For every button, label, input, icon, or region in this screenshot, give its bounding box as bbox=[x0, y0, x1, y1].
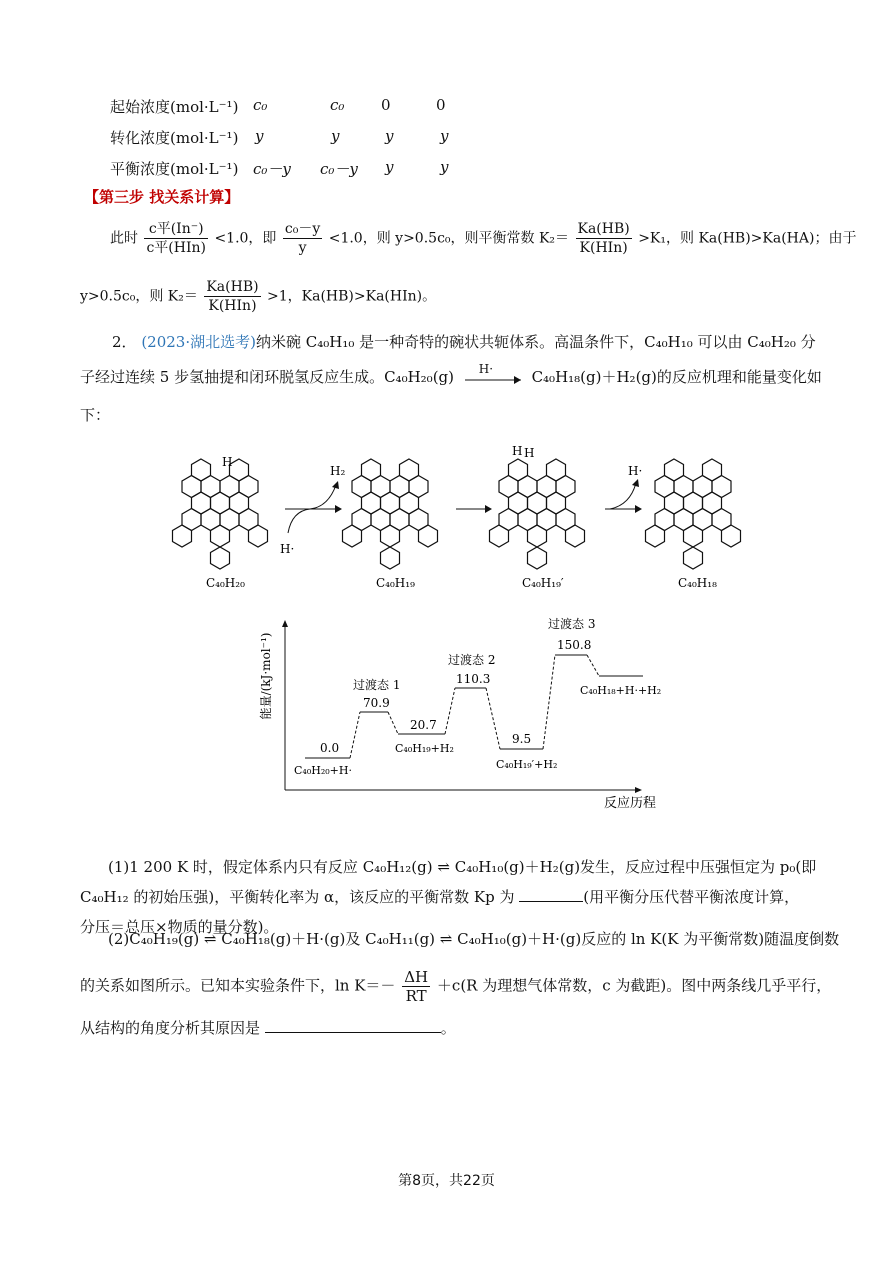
step3-line1 bbox=[110, 220, 856, 257]
table-cell: y bbox=[331, 127, 340, 145]
row-label: 起始浓度(mol·L⁻¹) bbox=[110, 98, 239, 116]
level-label: C₄₀H₂₀+H· bbox=[294, 764, 352, 777]
h-atom-label: H bbox=[222, 455, 233, 469]
h-atom-label: H bbox=[512, 444, 523, 458]
molecule-c40h19 bbox=[343, 459, 438, 569]
level-value: 70.9 bbox=[363, 696, 390, 710]
reagent-h2: H₂ bbox=[330, 464, 346, 478]
level-label: 过渡态 2 bbox=[448, 653, 496, 667]
text: C₄₀H₁₂ 的初始压强)，平衡转化率为 α，该反应的平衡常数 Kp 为 bbox=[80, 888, 515, 906]
numerator: Ka(HB) bbox=[206, 279, 259, 295]
y-axis-label: 能量/(kJ·mol⁻¹) bbox=[259, 632, 273, 720]
label-c40h19: C₄₀H₁₉ bbox=[376, 576, 415, 590]
table-cell: y bbox=[385, 127, 394, 145]
level-value: 150.8 bbox=[557, 638, 592, 652]
text: y>0.5c₀，则 K₂＝ bbox=[80, 288, 198, 305]
table-cell: c₀－y bbox=[320, 160, 358, 178]
h-atom-label: H bbox=[524, 446, 535, 460]
table-cell: y bbox=[440, 127, 449, 145]
level-value: 0.0 bbox=[320, 741, 340, 755]
text: 子经过连续 5 步氢抽提和闭环脱氢反应生成。C₄₀H₂₀(g) bbox=[80, 368, 454, 386]
fraction-k2 bbox=[576, 220, 632, 257]
q2-line2 bbox=[80, 362, 822, 388]
text: C₄₀H₁₈(g)＋H₂(g)的反应机理和能量变化如 bbox=[531, 368, 822, 386]
step3-title: 【第三步 找关系计算】 bbox=[84, 188, 240, 206]
table-cell: c₀ bbox=[330, 96, 345, 114]
question-number: 2． bbox=[112, 333, 137, 351]
table-cell: 0 bbox=[436, 96, 446, 114]
text: >1，Ka(HB)>Ka(HIn)。 bbox=[267, 288, 437, 305]
sub1-line2 bbox=[80, 886, 799, 908]
level-value: 9.5 bbox=[512, 732, 532, 746]
arrow-icon bbox=[459, 372, 527, 388]
table-cell: y bbox=[440, 158, 449, 176]
text: 此时 bbox=[110, 230, 138, 247]
x-axis-label: 反应历程 bbox=[603, 796, 657, 811]
level-value: 110.3 bbox=[456, 672, 491, 686]
sub2-line3 bbox=[80, 1017, 456, 1039]
table-row-equilibrium bbox=[110, 158, 238, 179]
label-c40h18: C₄₀H₁₈ bbox=[678, 576, 717, 590]
table-cell: y bbox=[255, 127, 264, 145]
molecule-c40h19-prime bbox=[490, 459, 585, 569]
sub2-line1: (2)C₄₀H₁₉(g) ⇌ C₄₀H₁₈(g)＋H·(g)及 C₄₀H₁₁(g) ⇌ C₄₀H₁₀(g)＋H·(g)反应的 ln K(K 为平衡常数)随温度倒数 bbox=[108, 930, 840, 948]
sub1-line3: 分压＝总压×物质的量分数)。 bbox=[80, 918, 279, 936]
label-c40h20: C₄₀H₂₀ bbox=[206, 576, 245, 590]
numerator: c平(In⁻) bbox=[144, 220, 208, 239]
denominator: RT bbox=[405, 987, 427, 1005]
question-source[interactable]: (2023·湖北选考) bbox=[141, 333, 256, 351]
row-label: 平衡浓度(mol·L⁻¹) bbox=[110, 160, 239, 178]
page-footer: 第8页，共22页 bbox=[398, 1173, 495, 1189]
sub2-line2 bbox=[80, 968, 831, 1005]
fraction-k2b bbox=[204, 278, 260, 315]
reaction-arrow bbox=[459, 362, 527, 386]
q2-line1 bbox=[112, 331, 816, 353]
text: (用平衡分压代替平衡浓度计算， bbox=[583, 888, 800, 906]
molecule-c40h18 bbox=[646, 459, 741, 569]
text: 的关系如图所示。已知本实验条件下，ln K＝－ bbox=[80, 976, 396, 995]
fraction-ratio bbox=[144, 220, 208, 257]
mechanism-figure bbox=[160, 435, 760, 595]
q2-line3: 下： bbox=[80, 406, 111, 424]
level-label: 过渡态 1 bbox=[353, 678, 401, 692]
text: >K₁，则 Ka(HB)>Ka(HA)；由于 bbox=[638, 230, 857, 247]
fraction-conc bbox=[283, 220, 322, 257]
energy-diagram bbox=[250, 612, 670, 812]
text: 从结构的角度分析其原因是 bbox=[80, 1019, 261, 1037]
sub1-line1: (1)1 200 K 时，假定体系内只有反应 C₄₀H₁₂(g) ⇌ C₄₀H₁₀(g)＋H₂(g)发生，反应过程中压强恒定为 p₀(即 bbox=[108, 858, 817, 876]
table-cell: y bbox=[385, 158, 394, 176]
level-label: C₄₀H₁₉′+H₂ bbox=[496, 758, 558, 771]
denominator: K(HIn) bbox=[208, 298, 257, 314]
table-row-change bbox=[110, 127, 238, 148]
text: ＋c(R 为理想气体常数，c 为截距)。图中两条线几乎平行， bbox=[436, 976, 832, 995]
answer-blank[interactable] bbox=[519, 887, 583, 902]
text: 。 bbox=[440, 1019, 456, 1037]
fraction-dh-rt bbox=[402, 968, 430, 1005]
molecule-c40h20 bbox=[173, 459, 268, 569]
step1-arrow bbox=[280, 464, 345, 556]
text: <1.0，即 bbox=[214, 230, 277, 247]
level-label: C₄₀H₁₉+H₂ bbox=[395, 742, 454, 755]
level-label: 过渡态 3 bbox=[548, 617, 596, 631]
level-value: 20.7 bbox=[410, 718, 437, 732]
denominator: y bbox=[298, 240, 307, 256]
table-cell: c₀－y bbox=[253, 160, 291, 178]
numerator: c₀－y bbox=[284, 221, 321, 237]
denominator: c平(HIn) bbox=[146, 240, 206, 256]
answer-blank[interactable] bbox=[265, 1018, 441, 1033]
numerator: ΔH bbox=[404, 968, 429, 986]
text: <1.0，则 y>0.5c₀，则平衡常数 K₂＝ bbox=[328, 230, 570, 247]
denominator: K(HIn) bbox=[579, 240, 628, 256]
step3-arrow bbox=[605, 464, 642, 513]
table-row-initial bbox=[110, 96, 238, 117]
step2-arrow bbox=[456, 505, 492, 513]
arrow-label: H· bbox=[478, 362, 494, 376]
step3-line2 bbox=[80, 278, 436, 315]
numerator: Ka(HB) bbox=[577, 221, 630, 237]
reagent-h-radical: H· bbox=[280, 542, 295, 556]
row-label: 转化浓度(mol·L⁻¹) bbox=[110, 129, 239, 147]
text: 纳米碗 C₄₀H₁₀ 是一种奇特的碗状共轭体系。高温条件下，C₄₀H₁₀ 可以由 C₄₀H₂₀ 分 bbox=[255, 333, 816, 351]
label-c40h19-prime: C₄₀H₁₉′ bbox=[522, 576, 564, 590]
level-label: C₄₀H₁₈+H·+H₂ bbox=[580, 684, 662, 697]
table-cell: c₀ bbox=[253, 96, 268, 114]
reagent-h-radical-out: H· bbox=[628, 464, 643, 478]
table-cell: 0 bbox=[381, 96, 391, 114]
